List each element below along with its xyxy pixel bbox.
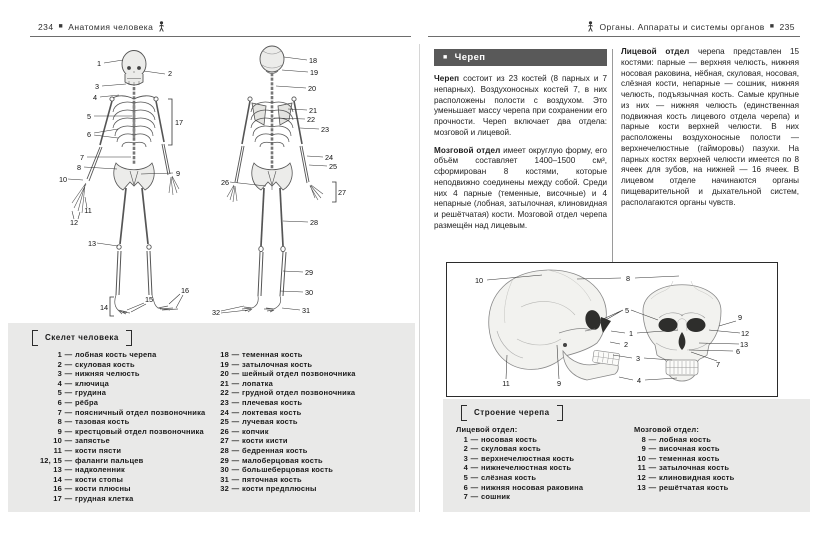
legend-item <box>34 360 205 370</box>
svg-text:2: 2 <box>167 69 173 78</box>
legend-item-number: 31 <box>220 474 229 484</box>
section-title: Череп <box>454 52 486 63</box>
legend-item-label: лобная кость черепа <box>75 350 157 359</box>
svg-text:28: 28 <box>309 218 319 227</box>
legend-item-label: лопатка <box>242 378 273 388</box>
legend-item-label: фаланги пальцев <box>75 455 144 465</box>
svg-text:23: 23 <box>320 125 330 134</box>
legend-item-label: теменная кость <box>242 350 303 359</box>
skeleton-front-drawing <box>69 51 179 315</box>
person-icon <box>587 21 594 32</box>
paragraph-lead: Лицевой отдел <box>621 47 690 56</box>
legend-item-dash: — <box>64 484 73 494</box>
square-marker-icon: ■ <box>443 54 448 61</box>
legend-item-dash: — <box>64 369 73 379</box>
skull-legend-col2-list <box>633 435 734 493</box>
svg-text:25: 25 <box>328 162 338 171</box>
legend-item-dash: — <box>64 426 73 436</box>
legend-item-number: 1 <box>57 350 62 359</box>
legend-item-dash: — <box>470 434 479 444</box>
legend-item-dash: — <box>64 493 73 503</box>
legend-item <box>212 484 356 494</box>
legend-item <box>34 350 205 360</box>
legend-item <box>455 463 583 473</box>
skeleton-figure <box>30 45 415 325</box>
legend-item-number: 27 <box>220 436 229 446</box>
legend-item-label: нижняя челюсть <box>75 369 140 379</box>
svg-text:4: 4 <box>92 93 98 102</box>
legend-item <box>34 369 205 379</box>
legend-item-label: теменная кость <box>659 453 720 463</box>
legend-item-label: кости предплюсны <box>242 484 317 494</box>
legend-item-number: 9 <box>641 444 646 454</box>
svg-text:1: 1 <box>96 59 102 68</box>
legend-item-dash: — <box>648 473 657 483</box>
legend-item-dash: — <box>64 397 73 407</box>
legend-item-label: затылочная кость <box>242 359 313 369</box>
bracket-right <box>557 405 563 421</box>
legend-item-number: 3 <box>57 369 62 379</box>
legend-item-number: 6 <box>463 482 468 492</box>
legend-item-label: верхнечелюстная кость <box>481 453 575 463</box>
svg-text:30: 30 <box>304 288 314 297</box>
legend-item-number: 7 <box>57 407 62 417</box>
legend-item-number: 10 <box>637 453 646 463</box>
svg-text:6: 6 <box>735 347 741 356</box>
legend-item-number: 9 <box>57 426 62 436</box>
legend-item-dash: — <box>470 463 479 473</box>
legend-item-label: грудной отдел позвоночника <box>242 388 356 398</box>
paragraph-lead: Череп <box>434 74 460 83</box>
article-column-2 <box>621 47 799 215</box>
legend-item-label: шейный отдел позвоночника <box>242 369 356 379</box>
legend-item-label: решётчатая кость <box>659 482 729 492</box>
svg-text:2: 2 <box>623 340 629 349</box>
legend-item-number: 29 <box>220 455 229 465</box>
legend-item-number: 5 <box>463 473 468 483</box>
legend-item-label: бедренная кость <box>242 445 308 455</box>
legend-item <box>455 483 583 493</box>
legend-item-label: копчик <box>242 426 269 436</box>
legend-item-dash: — <box>64 350 73 359</box>
skull-figure <box>447 263 777 396</box>
legend-item-dash: — <box>470 492 479 502</box>
legend-item-number: 17 <box>53 493 62 503</box>
square-marker-icon: ■ <box>769 23 775 30</box>
skeleton-legend-title: Скелет человека <box>32 330 132 346</box>
legend-item-dash: — <box>231 417 240 427</box>
legend-item-label: локтевая кость <box>242 407 302 417</box>
legend-item-dash: — <box>470 473 479 483</box>
legend-item <box>34 446 205 456</box>
legend-item-dash: — <box>231 445 240 455</box>
bracket-chest <box>168 99 172 145</box>
legend-item <box>212 350 356 360</box>
skeleton-back-labels <box>212 56 346 317</box>
svg-text:24: 24 <box>324 153 334 162</box>
legend-item <box>212 427 356 437</box>
legend-item <box>212 436 356 446</box>
legend-item-number: 7 <box>463 492 468 502</box>
legend-item-number: 25 <box>220 417 229 427</box>
legend-item-label: плечевая кость <box>242 397 303 407</box>
legend-item <box>212 456 356 466</box>
legend-item-label: височная кость <box>659 444 720 454</box>
legend-item-label: ключица <box>75 378 109 388</box>
paragraph: Мозговой отдел имеет округлую форму, его объём составляет 1400–1500 см³, сформирован 8 костями, которые неподвижно соединены между собой. Среди них 4 парные (теменные, височные) и 4 непарные (лобная, затылочная, клиновидная и решётчатая) кости. Мозговой отдел черепа размещён над лицевым. <box>434 145 607 230</box>
svg-text:16: 16 <box>180 286 190 295</box>
legend-item <box>633 473 734 483</box>
legend-item-dash: — <box>231 369 240 379</box>
svg-text:3: 3 <box>94 82 100 91</box>
legend-item-number: 2 <box>463 444 468 454</box>
legend-item-label: пяточная кость <box>242 474 302 484</box>
legend-item-label: надколенник <box>75 465 125 475</box>
legend-item-number: 8 <box>641 434 646 444</box>
legend-item-dash: — <box>64 455 73 465</box>
legend-item-number: 12 <box>637 473 646 483</box>
svg-text:26: 26 <box>220 178 230 187</box>
legend-item-dash: — <box>64 417 73 427</box>
legend-item-dash: — <box>231 484 240 494</box>
skull-legend-col2 <box>633 425 734 492</box>
bracket-right <box>126 330 132 346</box>
svg-text:9: 9 <box>175 169 181 178</box>
svg-text:27: 27 <box>337 188 347 197</box>
legend-item <box>455 435 583 445</box>
legend-item-dash: — <box>231 388 240 398</box>
legend-item-number: 22 <box>220 388 229 398</box>
legend-item-number: 11 <box>637 463 646 473</box>
header-rule-right <box>428 36 800 37</box>
legend-item <box>212 465 356 475</box>
legend-item-label: малоберцовая кость <box>242 455 323 465</box>
svg-text:14: 14 <box>99 303 109 312</box>
svg-text:12: 12 <box>740 329 750 338</box>
legend-item <box>34 475 205 485</box>
legend-item-label: поясничный отдел позвоночника <box>75 407 206 417</box>
paragraph: Череп состоит из 23 костей (8 парных и 7 непарных). Воздухоносных костей 7, в них расположены полости с воздухом. Это уменьшает массу черепа при сохранении его прочности. Череп включает два отдела: мозговой и лицевой. <box>434 74 607 137</box>
legend-item-dash: — <box>231 397 240 407</box>
legend-item-dash: — <box>64 378 73 388</box>
legend-item-dash: — <box>64 474 73 484</box>
legend-item-dash: — <box>64 436 73 446</box>
svg-text:3: 3 <box>635 354 641 363</box>
legend-item <box>34 456 205 466</box>
section-heading <box>434 49 607 66</box>
svg-text:21: 21 <box>308 106 318 115</box>
legend-item <box>455 473 583 483</box>
svg-text:9: 9 <box>556 379 562 388</box>
svg-text:32: 32 <box>211 308 221 317</box>
svg-text:31: 31 <box>301 306 311 315</box>
legend-item-dash: — <box>231 426 240 436</box>
legend-item <box>212 360 356 370</box>
legend-item-label: запястье <box>75 436 110 446</box>
legend-item-label: лобная кость <box>659 434 712 444</box>
legend-item-dash: — <box>470 482 479 492</box>
running-head-left <box>38 21 165 32</box>
legend-item-number: 21 <box>220 378 229 388</box>
running-title-left: Анатомия человека <box>68 21 154 32</box>
legend-item <box>34 379 205 389</box>
skull-legend-col1-list <box>455 435 583 502</box>
svg-text:9: 9 <box>737 313 743 322</box>
legend-item-dash: — <box>64 359 73 369</box>
svg-text:7: 7 <box>715 360 721 369</box>
legend-item <box>633 444 734 454</box>
legend-item <box>34 388 205 398</box>
bracket-foot <box>110 297 114 316</box>
legend-item-dash: — <box>64 388 73 398</box>
legend-item-dash: — <box>64 465 73 475</box>
svg-text:1: 1 <box>628 329 634 338</box>
svg-text:18: 18 <box>308 56 318 65</box>
svg-text:10: 10 <box>58 175 68 184</box>
legend-item-dash: — <box>231 378 240 388</box>
legend-item-dash: — <box>231 465 240 475</box>
skeleton-legend-box <box>8 323 415 512</box>
legend-item-number: 14 <box>53 474 62 484</box>
legend-item <box>212 369 356 379</box>
svg-text:6: 6 <box>86 130 92 139</box>
column-divider <box>612 49 613 263</box>
legend-item-number: 12, 15 <box>39 455 62 465</box>
legend-item-label: грудина <box>75 388 107 398</box>
legend-item-number: 23 <box>220 397 229 407</box>
legend-item <box>34 398 205 408</box>
legend-item-label: скуловая кость <box>481 444 541 454</box>
article-column-1 <box>434 74 607 239</box>
legend-item-dash: — <box>231 359 240 369</box>
legend-item-number: 1 <box>463 434 468 444</box>
legend-item-number: 18 <box>220 350 229 359</box>
svg-text:29: 29 <box>304 268 314 277</box>
legend-item-label: кости кисти <box>242 436 288 446</box>
page-gutter <box>419 44 420 512</box>
svg-text:5: 5 <box>86 112 92 121</box>
svg-text:12: 12 <box>69 218 79 227</box>
svg-text:11: 11 <box>502 379 510 388</box>
legend-item-dash: — <box>648 444 657 454</box>
legend-item-number: 26 <box>220 426 229 436</box>
legend-item-label: лучевая кость <box>242 417 298 427</box>
svg-text:4: 4 <box>636 376 642 385</box>
svg-text:10: 10 <box>474 276 484 285</box>
legend-item-label: кости плюсны <box>75 484 131 494</box>
legend-item <box>34 427 205 437</box>
legend-item-number: 30 <box>220 465 229 475</box>
legend-item-label: слёзная кость <box>481 473 537 483</box>
legend-item-number: 28 <box>220 445 229 455</box>
legend-item <box>455 444 583 454</box>
svg-text:8: 8 <box>76 163 82 172</box>
skeleton-legend-col1 <box>34 350 205 504</box>
legend-item <box>633 463 734 473</box>
running-title-right: Органы. Аппараты и системы органов <box>599 21 765 32</box>
legend-item <box>633 483 734 493</box>
legend-item-number: 24 <box>220 407 229 417</box>
skeleton-legend-col2 <box>212 350 356 494</box>
svg-text:13: 13 <box>739 340 749 349</box>
legend-item <box>34 494 205 504</box>
skull-figure-box <box>446 262 778 397</box>
legend-item-label: грудная клетка <box>75 493 134 503</box>
legend-item-label: нижнечелюстная кость <box>481 463 572 473</box>
legend-item <box>212 475 356 485</box>
legend-item-number: 4 <box>463 463 468 473</box>
svg-text:11: 11 <box>84 206 92 215</box>
svg-text:7: 7 <box>79 153 85 162</box>
legend-item-label: тазовая кость <box>75 417 130 427</box>
legend-item-label: сошник <box>481 492 511 502</box>
legend-item-dash: — <box>231 350 240 359</box>
legend-item-number: 8 <box>57 417 62 427</box>
legend-item-dash: — <box>64 445 73 455</box>
legend-item-dash: — <box>470 444 479 454</box>
legend-item-number: 5 <box>57 388 62 398</box>
legend-item-dash: — <box>648 482 657 492</box>
legend-item-dash: — <box>64 407 73 417</box>
legend-item-label: скуловая кость <box>75 359 135 369</box>
person-icon <box>158 21 165 32</box>
legend-item <box>212 446 356 456</box>
legend-item <box>455 454 583 464</box>
svg-text:13: 13 <box>87 239 97 248</box>
svg-text:8: 8 <box>625 274 631 283</box>
legend-item <box>633 435 734 445</box>
legend-item <box>212 388 356 398</box>
legend-item-dash: — <box>648 453 657 463</box>
legend-item-number: 32 <box>220 484 229 494</box>
legend-item-number: 11 <box>53 445 62 455</box>
legend-item-label: большеберцовая кость <box>242 465 334 475</box>
skull-legend-col2-header: Мозговой отдел: <box>634 425 700 434</box>
skull-side-drawing <box>489 270 620 380</box>
svg-text:19: 19 <box>309 68 319 77</box>
legend-item-dash: — <box>470 453 479 463</box>
legend-item-number: 13 <box>637 482 646 492</box>
legend-item <box>34 436 205 446</box>
svg-text:17: 17 <box>174 118 184 127</box>
legend-item <box>212 398 356 408</box>
legend-item-label: клиновидная кость <box>659 473 735 483</box>
skull-legend-col1-header: Лицевой отдел: <box>456 425 518 434</box>
paragraph: Лицевой отдел черепа представлен 15 костями: парные — верхняя челюсть, нижняя носовая раковина, нёбная, скуловая, носовая, слёзная кости, непарные — сошник, нижняя челюсть, подъязычная кость. Самые крупные из них — нижняя челюсть (единственная подвижная кость лицевого отдела черепа) и парные кости верхней челюсти. В них расположены воздухоносные полости — верхнечелюстные (гайморовы) пазухи. На парных костях верхней челюсти имеется по 8 ячеек для зубов, на нижней — 16 ячеек. В лицевом отделе начинаются органы пищеварительной и дыхательной систем, располагаются органы чувств. <box>621 47 799 207</box>
page-number-right: 235 <box>779 21 795 32</box>
legend-item-number: 16 <box>53 484 62 494</box>
legend-item-number: 3 <box>463 453 468 463</box>
legend-item <box>212 408 356 418</box>
legend-item-label: кости пясти <box>75 445 122 455</box>
legend-item-dash: — <box>231 455 240 465</box>
legend-item <box>212 379 356 389</box>
running-head-right <box>587 21 795 32</box>
skull-legend-col1 <box>455 425 583 502</box>
legend-item-dash: — <box>231 407 240 417</box>
legend-item-label: нижняя носовая раковина <box>481 482 584 492</box>
legend-item <box>34 465 205 475</box>
paragraph-lead: Мозговой отдел <box>434 145 501 155</box>
skull-legend-box <box>443 399 810 512</box>
legend-item-number: 19 <box>220 359 229 369</box>
legend-item-number: 2 <box>57 359 62 369</box>
svg-text:15: 15 <box>144 295 154 304</box>
legend-item-number: 4 <box>57 378 62 388</box>
legend-item-number: 20 <box>220 369 229 379</box>
legend-item <box>633 454 734 464</box>
legend-item-dash: — <box>648 434 657 444</box>
square-marker-icon: ■ <box>58 23 64 30</box>
skull-front-drawing <box>643 281 721 381</box>
legend-item-label: крестцовый отдел позвоночника <box>75 426 204 436</box>
legend-item <box>455 492 583 502</box>
page-number-left: 234 <box>38 21 54 32</box>
skull-legend-title: Строение черепа <box>461 405 563 421</box>
legend-item-dash: — <box>231 436 240 446</box>
legend-item <box>34 417 205 427</box>
legend-item-label: затылочная кость <box>659 463 730 473</box>
legend-item-dash: — <box>231 474 240 484</box>
svg-text:20: 20 <box>307 84 317 93</box>
bracket-hand <box>332 182 336 202</box>
svg-text:22: 22 <box>306 115 316 124</box>
legend-item-label: рёбра <box>75 397 99 407</box>
legend-item-number: 10 <box>53 436 62 446</box>
legend-item <box>34 484 205 494</box>
legend-item-label: носовая кость <box>481 434 538 444</box>
legend-item <box>212 417 356 427</box>
legend-item-dash: — <box>648 463 657 473</box>
legend-item <box>34 408 205 418</box>
legend-item-number: 13 <box>53 465 62 475</box>
svg-text:5: 5 <box>624 306 630 315</box>
legend-item-number: 6 <box>57 397 62 407</box>
header-rule-left <box>30 36 411 37</box>
legend-item-label: кости стопы <box>75 474 124 484</box>
